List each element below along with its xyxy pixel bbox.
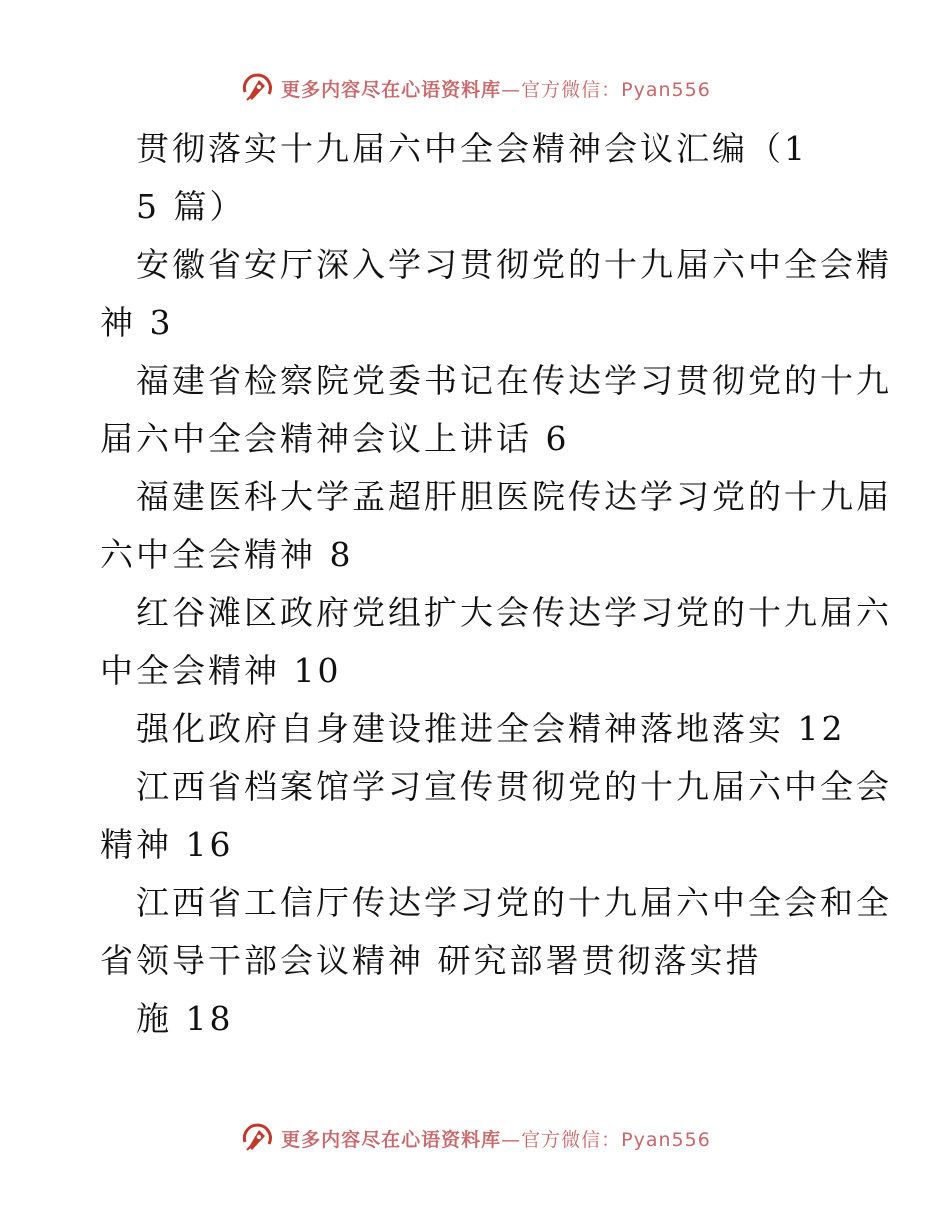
toc-entry-line: 江西省档案馆学习宣传贯彻党的十九届六中全会 (136, 767, 892, 806)
toc-entry-line: 届六中全会精神会议上讲话 6 (100, 419, 570, 458)
toc-entry (0, 700, 950, 758)
toc-entry-line: 神 3 (100, 303, 174, 342)
toc-entry-line: 红谷滩区政府党组扩大会传达学习党的十九届六 (136, 593, 892, 632)
header-banner-text: 更多内容尽在心语资料库—官方微信：Pyan556 (281, 78, 711, 101)
footer-banner (0, 1120, 950, 1160)
pen-nib-circle-logo-icon (239, 70, 275, 106)
toc-entry-line: 省领导干部会议精神 研究部署贯彻落实措 (100, 941, 762, 980)
toc-entry (0, 352, 950, 468)
table-of-contents (0, 120, 950, 1048)
toc-entry (0, 236, 950, 352)
toc-entry (0, 584, 950, 700)
toc-entry-line: 安徽省安厅深入学习贯彻党的十九届六中全会精 (136, 245, 892, 284)
toc-entry-line: 江西省工信厅传达学习党的十九届六中全会和全 (136, 883, 892, 922)
toc-entry (0, 468, 950, 584)
toc-entry-line: 福建省检察院党委书记在传达学习贯彻党的十九 (136, 361, 892, 400)
toc-entry-line: 六中全会精神 8 (100, 535, 354, 574)
title-line-2: 5 篇） (136, 187, 246, 226)
toc-entry-line: 精神 16 (100, 825, 234, 864)
toc-entry-line: 中全会精神 10 (100, 651, 342, 690)
document-title (0, 120, 950, 236)
toc-entry (0, 874, 950, 1048)
toc-entry (0, 758, 950, 874)
title-line-1: 贯彻落实十九届六中全会精神会议汇编（1 (136, 129, 808, 168)
header-banner (0, 70, 950, 110)
toc-entry-line: 福建医科大学孟超肝胆医院传达学习党的十九届 (136, 477, 892, 516)
toc-entry-line: 强化政府自身建设推进全会精神落地落实 12 (136, 709, 846, 748)
toc-entry-line: 施 18 (136, 999, 234, 1038)
footer-banner-text: 更多内容尽在心语资料库—官方微信：Pyan556 (281, 1128, 711, 1151)
pen-nib-circle-logo-icon (239, 1120, 275, 1156)
